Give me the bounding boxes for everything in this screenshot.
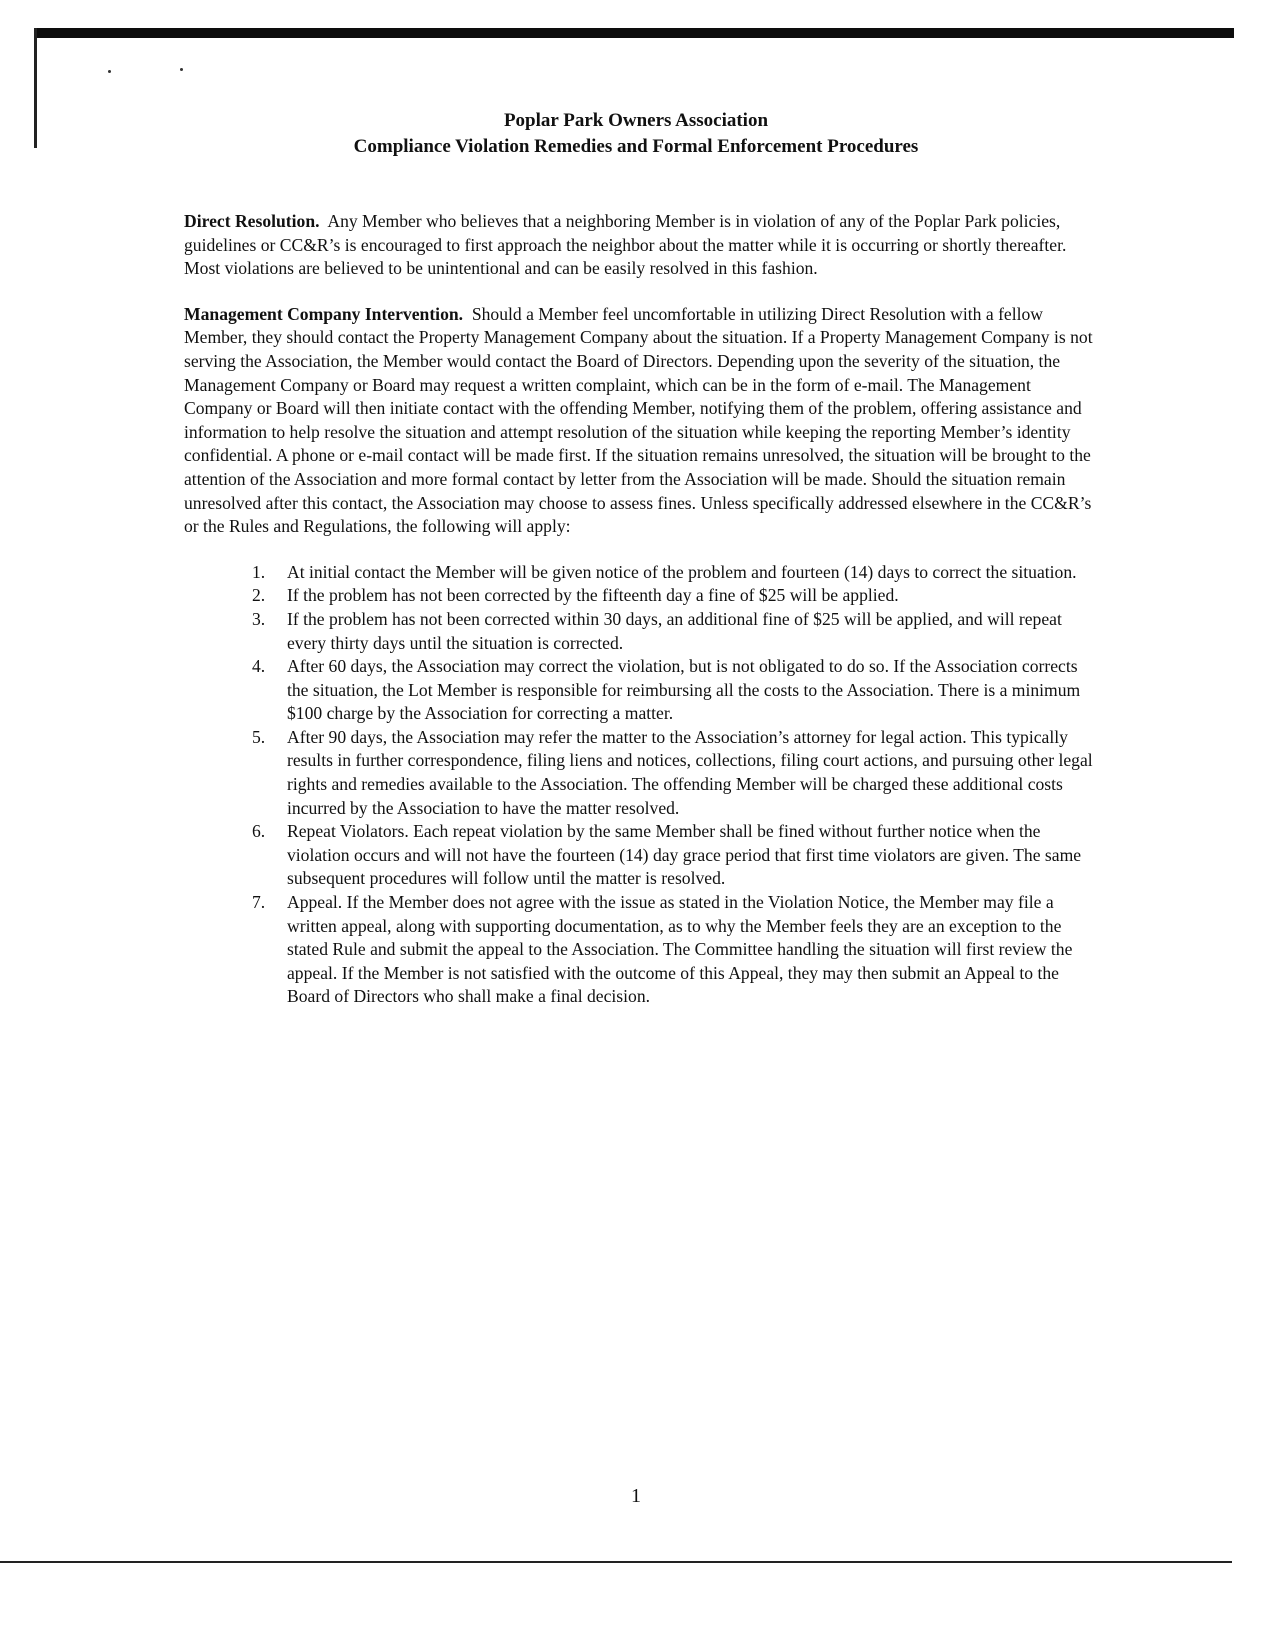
list-item-text: Appeal. If the Member does not agree with the issue as stated in the Violation Notice, the Member may file a written appeal, along with supporting documentation, as to why the Member feels they are an exception to the stated Rule and submit the appeal to the Association. The Committee handling the situation will first review the appeal. If the Member is not satisfied with the outcome of this Appeal, they may then submit an Appeal to the Board of Directors who shall make a final decision. (287, 892, 1073, 1007)
page-number: 1 (631, 1485, 641, 1507)
document-subtitle: Compliance Violation Remedies and Formal Enforcement Procedures (353, 136, 919, 157)
document-body (184, 210, 1102, 1009)
paragraph-direct-resolution (184, 210, 1102, 281)
list-item-number: 3. (252, 608, 266, 629)
list-item-number: 5. (252, 726, 266, 747)
enforcement-steps-list (184, 561, 1102, 1009)
list-item-text: If the problem has not been corrected by the fifteenth day a fine of $25 will be applied. (287, 585, 899, 606)
list-item-number: 1. (252, 561, 266, 582)
list-item-text: At initial contact the Member will be given notice of the problem and fourteen (14) days to correct the situation. (287, 561, 1077, 582)
list-item-number: 2. (252, 585, 266, 606)
list-item (184, 726, 1102, 820)
list-item-number: 4. (252, 656, 266, 677)
paragraph-management-company-intervention (184, 303, 1102, 539)
bottom-border-line (0, 1561, 1232, 1563)
top-border-line (34, 28, 1234, 38)
list-item-text: After 90 days, the Association may refer the matter to the Association’s attorney for legal action. This typically results in further correspondence, filing liens and notices, collections, filing court actions, and pursuing other legal rights and remedies available to the Association. The offending Member will be charged these additional costs incurred by the Association to have the matter resolved. (287, 726, 1093, 818)
list-item (184, 584, 1102, 608)
list-item (184, 820, 1102, 891)
scan-speck (180, 68, 183, 71)
document-header (0, 108, 1272, 160)
list-item (184, 891, 1102, 1009)
list-item-number: 7. (252, 892, 266, 913)
list-item-text: After 60 days, the Association may correct the violation, but is not obligated to do so. If the Association corrects the situation, the Lot Member is responsible for reimbursing all the costs to the Association. There is a minimum $100 charge by the Association for correcting a matter. (287, 656, 1081, 724)
paragraph-text: Any Member who believes that a neighboring Member is in violation of any of the Poplar Park policies, guidelines or CC&R’s is encouraged to first approach the neighbor about the matter while it is occurring or shortly thereafter. Most violations are believed to be unintentional and can be easily resolved in this fashion. (184, 211, 1067, 279)
list-item (184, 608, 1102, 655)
scan-speck (108, 70, 111, 73)
paragraph-heading: Direct Resolution. (184, 211, 320, 231)
list-item-number: 6. (252, 821, 266, 842)
list-item-text: If the problem has not been corrected within 30 days, an additional fine of $25 will be applied, and will repeat every thirty days until the situation is corrected. (287, 608, 1062, 653)
paragraph-heading: Management Company Intervention. (184, 303, 464, 324)
list-item (184, 561, 1102, 585)
list-item-text: Repeat Violators. Each repeat violation by the same Member shall be fined without further notice when the violation occurs and will not have the fourteen (14) day grace period that first time violators are given. The same subsequent procedures will follow until the matter is resolved. (287, 821, 1082, 889)
list-item (184, 655, 1102, 726)
document-title: Poplar Park Owners Association (503, 110, 769, 131)
paragraph-text: Should a Member feel uncomfortable in utilizing Direct Resolution with a fellow Member, they should contact the Property Management Company about the situation. If a Property Management Company is not serving the Association, the Member would contact the Board of Directors. Depending upon the severity of the situation, the Management Company or Board may request a written complaint, which can be in the form of e-mail. The Management Company or Board will then initiate contact with the offending Member, notifying them of the problem, offering assistance and information to help resolve the situation and attempt resolution of the situation while keeping the reporting Member’s identity confidential. A phone or e-mail contact will be made first. If the situation remains unresolved, the situation will be brought to the attention of the Association and more formal contact by letter from the Association will be made. Should the situation remain unresolved after this contact, the Association may choose to assess fines. Unless specifically addressed elsewhere in the CC&R’s or the Rules and Regulations, the following will apply: (184, 303, 1093, 537)
